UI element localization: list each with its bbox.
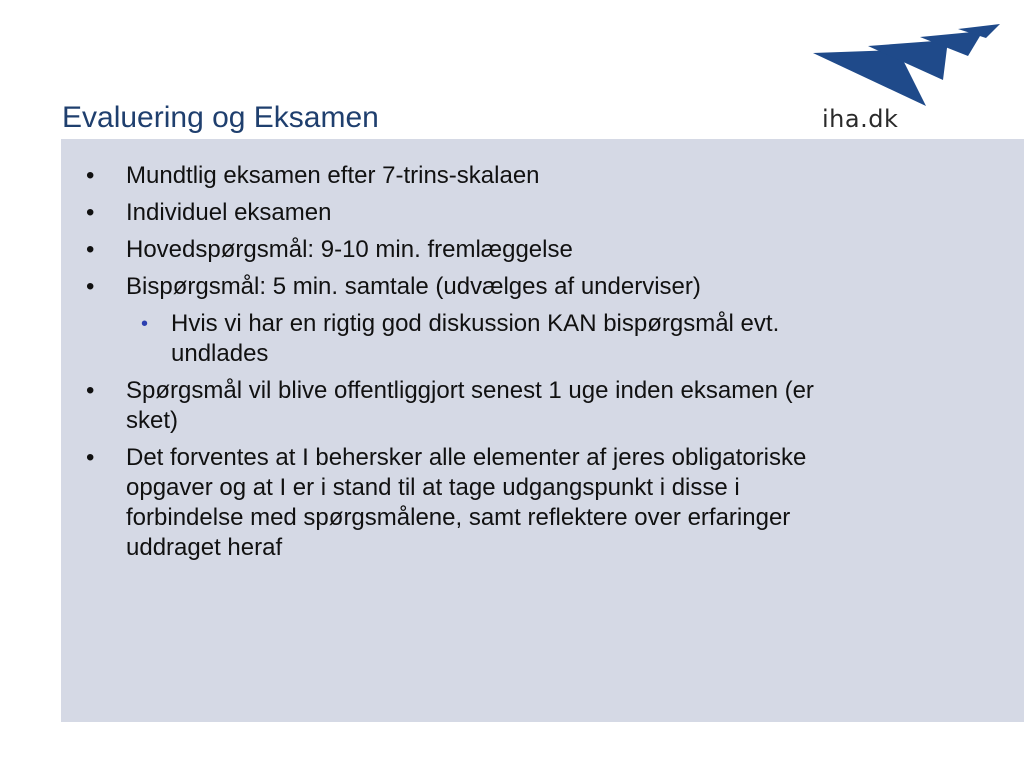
- sub-bullet-icon: •: [141, 313, 149, 335]
- slide-title: Evaluering og Eksamen: [62, 101, 379, 134]
- bullet-text: Det forventes at I behersker alle elementer af jeres obligatoriske opgaver og at I er i stand til at tage udgangspunkt i disse i forbindelse med spørgsmålene, samt reflektere over erfaringer uddraget heraf: [126, 444, 807, 561]
- bullet-icon: •: [86, 199, 95, 226]
- list-item: [61, 443, 861, 563]
- sub-bullet-text: Hvis vi har en rigtig god diskussion KAN bispørgsmål evt. undlades: [171, 310, 780, 367]
- bullet-icon: •: [86, 377, 95, 404]
- content-panel: [61, 139, 1024, 722]
- bullet-icon: •: [86, 444, 95, 471]
- logo-text: iha.dk: [822, 105, 899, 133]
- bullet-icon: •: [86, 273, 95, 300]
- bullet-icon: •: [86, 162, 95, 189]
- bullet-list: [61, 161, 861, 570]
- list-item: [61, 198, 861, 228]
- iha-wings-icon: [808, 18, 1008, 108]
- list-item: [61, 272, 861, 302]
- bullet-text: Individuel eksamen: [126, 199, 332, 226]
- bullet-text: Mundtlig eksamen efter 7-trins-skalaen: [126, 162, 540, 189]
- sub-list-item: [61, 309, 871, 369]
- list-item: [61, 376, 861, 436]
- bullet-text: Hovedspørgsmål: 9-10 min. fremlæggelse: [126, 236, 573, 263]
- bullet-icon: •: [86, 236, 95, 263]
- list-item: [61, 161, 861, 191]
- bullet-text: Bispørgsmål: 5 min. samtale (udvælges af underviser): [126, 273, 701, 300]
- bullet-text: Spørgsmål vil blive offentliggjort senest 1 uge inden eksamen (er sket): [126, 377, 814, 434]
- list-item: [61, 235, 861, 265]
